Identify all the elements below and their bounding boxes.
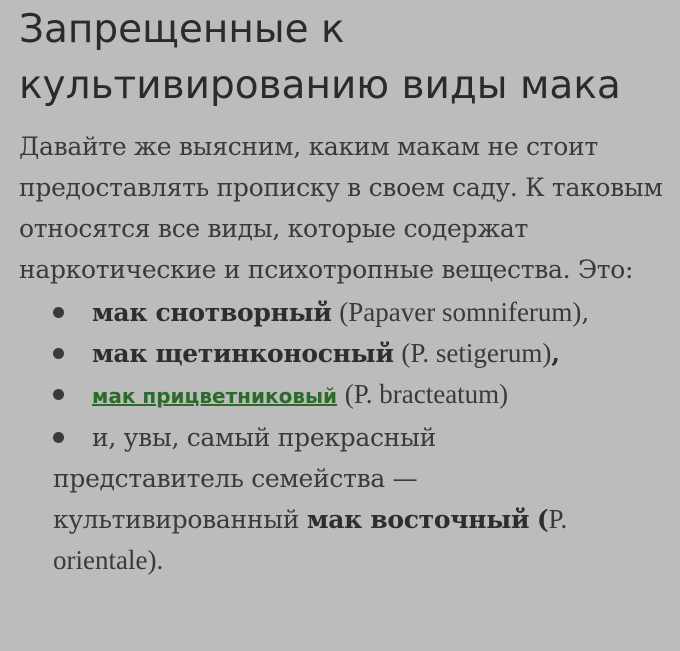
list-item <box>19 333 669 374</box>
list-item <box>19 374 669 417</box>
item-lead-text: и, увы, самый прекрасный <box>92 423 437 452</box>
bullet-icon <box>53 389 64 400</box>
item-rest-text: представитель семейства — культивированный <box>53 464 418 534</box>
bullet-icon <box>53 432 64 443</box>
list-item <box>19 417 669 581</box>
species-latin: (P. setigerum) <box>401 338 552 368</box>
bullet-icon <box>53 348 64 359</box>
species-name: мак щетинконосный <box>92 339 394 368</box>
species-name: мак снотворный <box>92 298 332 327</box>
article <box>19 0 669 581</box>
item-suffix: , <box>581 298 590 327</box>
species-latin: (Papaver somniferum) <box>339 297 582 327</box>
bullet-icon <box>53 307 64 318</box>
latin-open-paren: ( <box>536 505 549 534</box>
species-name: мак восточный <box>306 505 530 534</box>
item-suffix: , <box>551 339 560 368</box>
species-list <box>19 292 669 581</box>
article-heading: Запрещенные к культивированию виды мака <box>19 7 621 108</box>
species-latin: (P. bracteatum) <box>344 379 509 409</box>
list-item <box>19 292 669 333</box>
species-latin: P. orientale). <box>53 504 568 575</box>
species-link[interactable]: мак прицветниковый <box>92 384 338 408</box>
intro-paragraph: Давайте же выясним, каким макам не стоит предоставлять прописку в своем саду. К таковым относятся все виды, которые содержат наркотические и психотропные вещества. Это: <box>19 132 663 284</box>
item-continuation <box>19 458 669 581</box>
